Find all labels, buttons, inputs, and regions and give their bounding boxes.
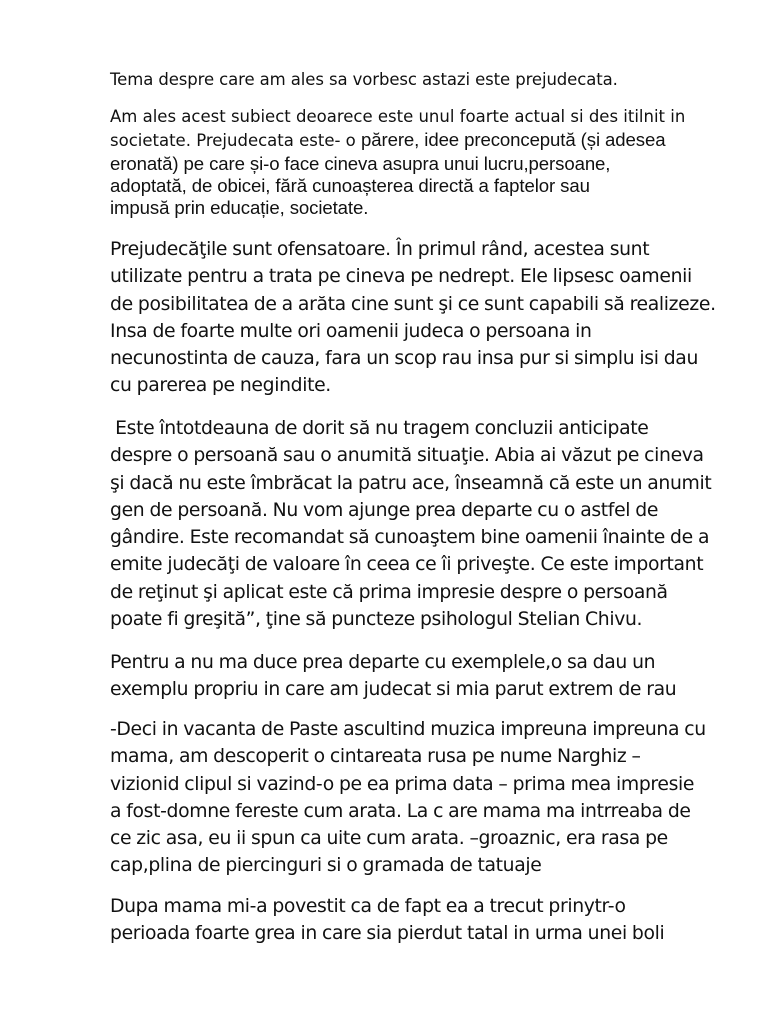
paragraph-4-line-2: despre o persoană sau o anumită situaţie. Abia ai văzut pe cineva [110,445,704,467]
paragraph-4-line-1: Este întotdeauna de dorit să nu tragem concluzii anticipate [110,418,649,439]
paragraph-6-line-2: mama, am descoperit o cintareata rusa pe nume Narghiz – [110,746,641,768]
paragraph-3-line-4: Insa de foarte multe ori oamenii judeca o persoana in [110,320,592,342]
paragraph-6-line-4: a fost-domne fereste cum arata. La c are mama ma intrreaba de [110,800,691,822]
paragraph-6-line-5: ce zic asa, eu ii spun ca uite cum arata. –groaznic, era rasa pe [110,828,668,850]
paragraph-3-line-6: cu parerea pe negindite. [110,375,331,397]
paragraph-3-line-1: Prejudecăţile sunt ofensatoare. În primul rând, acestea sunt [110,239,650,260]
paragraph-2-line-2-end: părere, idee preconcepută (și adesea [361,129,666,150]
paragraph-7-line-2: perioada foarte grea in care sia pierdut tatal in urma unei boli [110,923,665,945]
paragraph-2-line-3: eronată) pe care și-o face cineva asupra unui lucru,persoane, [110,153,611,174]
paragraph-4-line-5: gândire. Este recomandat să cunoaştem bine oamenii înainte de a [110,527,710,549]
paragraph-6-line-1: -Deci in vacanta de Paste ascultind muzica impreuna impreuna cu [110,719,706,740]
paragraph-3-line-2: utilizate pentru a trata pe cineva pe nedrept. Ele lipsesc oamenii [110,266,692,288]
paragraph-2-line-2 [110,129,710,153]
paragraph-3-line-5: necunostinta de cauza, fara un scop rau insa pur si simplu isi dau [110,348,698,370]
paragraph-2-line-1: Am ales acest subiect deoarece este unul foarte actual si des itilnit in [110,107,686,126]
paragraph-4-line-6: emite judecăţi de valoare în ceea ce îi priveşte. Ce este important [110,554,704,576]
paragraph-5-line-2: exemplu propriu in care am judecat si mia parut extrem de rau [110,679,677,701]
paragraph-7 [110,893,664,948]
paragraph-4 [110,415,711,633]
paragraph-3-line-3: de posibilitatea de a arăta cine sunt şi ce sunt capabili să realizeze. [110,293,716,315]
paragraph-3 [110,236,716,400]
paragraph-4-line-4: gen de persoană. Nu vom ajunge prea departe cu o astfel de [110,499,659,521]
paragraph-1 [110,68,618,92]
paragraph-4-line-3: şi dacă nu este îmbrăcat la patru ace, înseamnă că este un anumit [110,472,712,494]
paragraph-4-line-8: poate fi greşită”, ţine să puncteze psihologul Stelian Chivu. [110,609,643,631]
paragraph-6-line-6: cap,plina de piercinguri si o gramada de tatuaje [110,855,542,877]
paragraph-5-line-1: Pentru a nu ma duce prea departe cu exemplele,o sa dau un [110,652,656,673]
paragraph-7-line-1: Dupa mama mi-a povestit ca de fapt ea a trecut prinytr-o [110,896,626,917]
paragraph-5 [110,649,676,704]
paragraph-4-line-7: de reţinut şi aplicat este că prima impresie despre o persoană [110,581,668,603]
paragraph-1-line-1: Tema despre care am ales sa vorbesc astazi este prejudecata. [110,70,618,89]
paragraph-2-line-4: adoptată, de obicei, fără cunoașterea directă a faptelor sau [110,175,590,196]
paragraph-6 [110,716,706,880]
paragraph-2-line-5: impusă prin educație, societate. [110,197,369,218]
paragraph-6-line-3: vizionid clipul si vazind-o pe ea prima data – prima mea impresie [110,773,695,795]
paragraph-2 [110,105,710,219]
paragraph-2-line-2-start: societate. Prejudecata este- o [110,131,362,150]
